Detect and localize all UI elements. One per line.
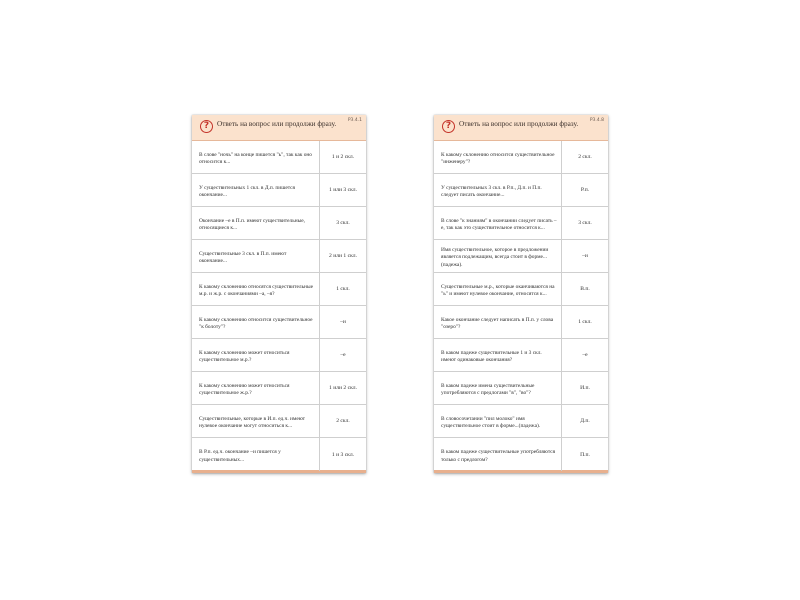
answer-text: –е <box>582 352 588 358</box>
question-text: К какому склонению относятся существительные м.р. и ж.р. с окончаниями –а, –я? <box>192 273 320 305</box>
answer-text: –е <box>340 352 346 358</box>
table-row <box>434 207 608 240</box>
card-rows <box>434 141 608 471</box>
table-row <box>434 438 608 471</box>
question-text: В каком падеже имена существительные употребляются с предлогами "в", "во"? <box>434 372 562 404</box>
answer-text: 1 и 2 скл. <box>331 154 355 160</box>
card-code: РЗ.4.1 <box>347 118 362 123</box>
table-row <box>192 306 366 339</box>
answer-text: 1 или 3 скл. <box>329 187 357 193</box>
card-left <box>192 115 366 473</box>
question-text: В Р.п. ед.ч. окончание –и пишется у существительных... <box>192 438 320 471</box>
table-row <box>192 141 366 174</box>
question-text: Окончание –е в П.п. имеют существительные, относящиеся к... <box>192 207 320 239</box>
question-icon: ? <box>442 120 455 133</box>
table-row <box>434 372 608 405</box>
table-row <box>434 174 608 207</box>
table-row <box>192 372 366 405</box>
answer-text: 3 скл. <box>336 220 350 226</box>
answer-text: 1 и 3 скл. <box>331 451 355 458</box>
table-row <box>434 273 608 306</box>
card-header <box>192 115 366 141</box>
table-row <box>192 339 366 372</box>
question-text: Существительные м.р., которые оканчиваются на "ь" и имеют нулевое окончание, относятся к... <box>434 273 562 305</box>
question-text: В слове "ночь" на конце пишется "ь", так как оно относится к... <box>192 141 320 173</box>
table-row <box>434 405 608 438</box>
answer-text: 3 скл. <box>578 220 592 226</box>
answer-text: 2 или 1 скл. <box>329 253 357 259</box>
question-text: У существительных 1 скл. в Д.п. пишется окончание... <box>192 174 320 206</box>
question-text: К какому склонению относится существительное "инженеру"? <box>434 141 562 173</box>
card-rows <box>192 141 366 471</box>
table-row <box>434 141 608 174</box>
card-right <box>434 115 608 473</box>
question-text: Имя существительное, которое в предложении является подлежащим, всегда стоит в форме... (падежа). <box>434 240 562 272</box>
question-text: В каком падеже существительные 1 и 3 скл. имеют одинаковые окончания? <box>434 339 562 371</box>
table-row <box>434 339 608 372</box>
card-header <box>434 115 608 141</box>
answer-text: –и <box>582 253 588 259</box>
card-title: Ответь на вопрос или продолжи фразу. <box>459 120 579 128</box>
question-text: В слове "к знаниям" в окончании следует писать –е, так как это существительное относится к... <box>434 207 562 239</box>
question-icon: ? <box>200 120 213 133</box>
question-text: В словосочетании "пил молоко" имя существительное стоит в форме...(падежа). <box>434 405 562 437</box>
card-title: Ответь на вопрос или продолжи фразу. <box>217 120 337 128</box>
answer-text: 1 скл. <box>336 286 350 292</box>
question-text: К какому склонению может относиться существительное м.р.? <box>192 339 320 371</box>
question-text: Существительные, которые в И.п. ед.ч. имеют нулевое окончание могут относиться к... <box>192 405 320 437</box>
answer-text: Р.п. <box>580 187 590 193</box>
table-row <box>192 240 366 273</box>
answer-text: 2 скл. <box>578 154 592 160</box>
table-row <box>192 207 366 240</box>
answer-text: И.п. <box>580 385 590 391</box>
question-text: К какому склонению относится существительное "к болоту"? <box>192 306 320 338</box>
table-row <box>434 240 608 273</box>
answer-text: 1 или 2 скл. <box>329 385 357 391</box>
question-text: В каком падеже существительные употребляются только с предлогом? <box>434 438 562 471</box>
answer-text: Д.п. <box>580 418 590 424</box>
question-text: Существительные 3 скл. в П.п. имеют окончание... <box>192 240 320 272</box>
answer-text: В.п. <box>580 286 590 292</box>
answer-text: 1 скл. <box>578 319 592 325</box>
answer-text: П.п. <box>580 451 590 458</box>
question-text: К какому склонению может относиться существительное ж.р.? <box>192 372 320 404</box>
answer-text: –и <box>340 319 346 325</box>
table-row <box>192 405 366 438</box>
answer-text: 2 скл. <box>336 418 350 424</box>
question-text: Какое окончание следует написать в П.п. у слова "озеро"? <box>434 306 562 338</box>
table-row <box>192 174 366 207</box>
table-row <box>192 273 366 306</box>
table-row <box>434 306 608 339</box>
card-code: РЗ.4.8 <box>589 118 604 123</box>
table-row <box>192 438 366 471</box>
question-text: У существительных 3 скл. в Р.п., Д.п. и П.п. следует писать окончание... <box>434 174 562 206</box>
